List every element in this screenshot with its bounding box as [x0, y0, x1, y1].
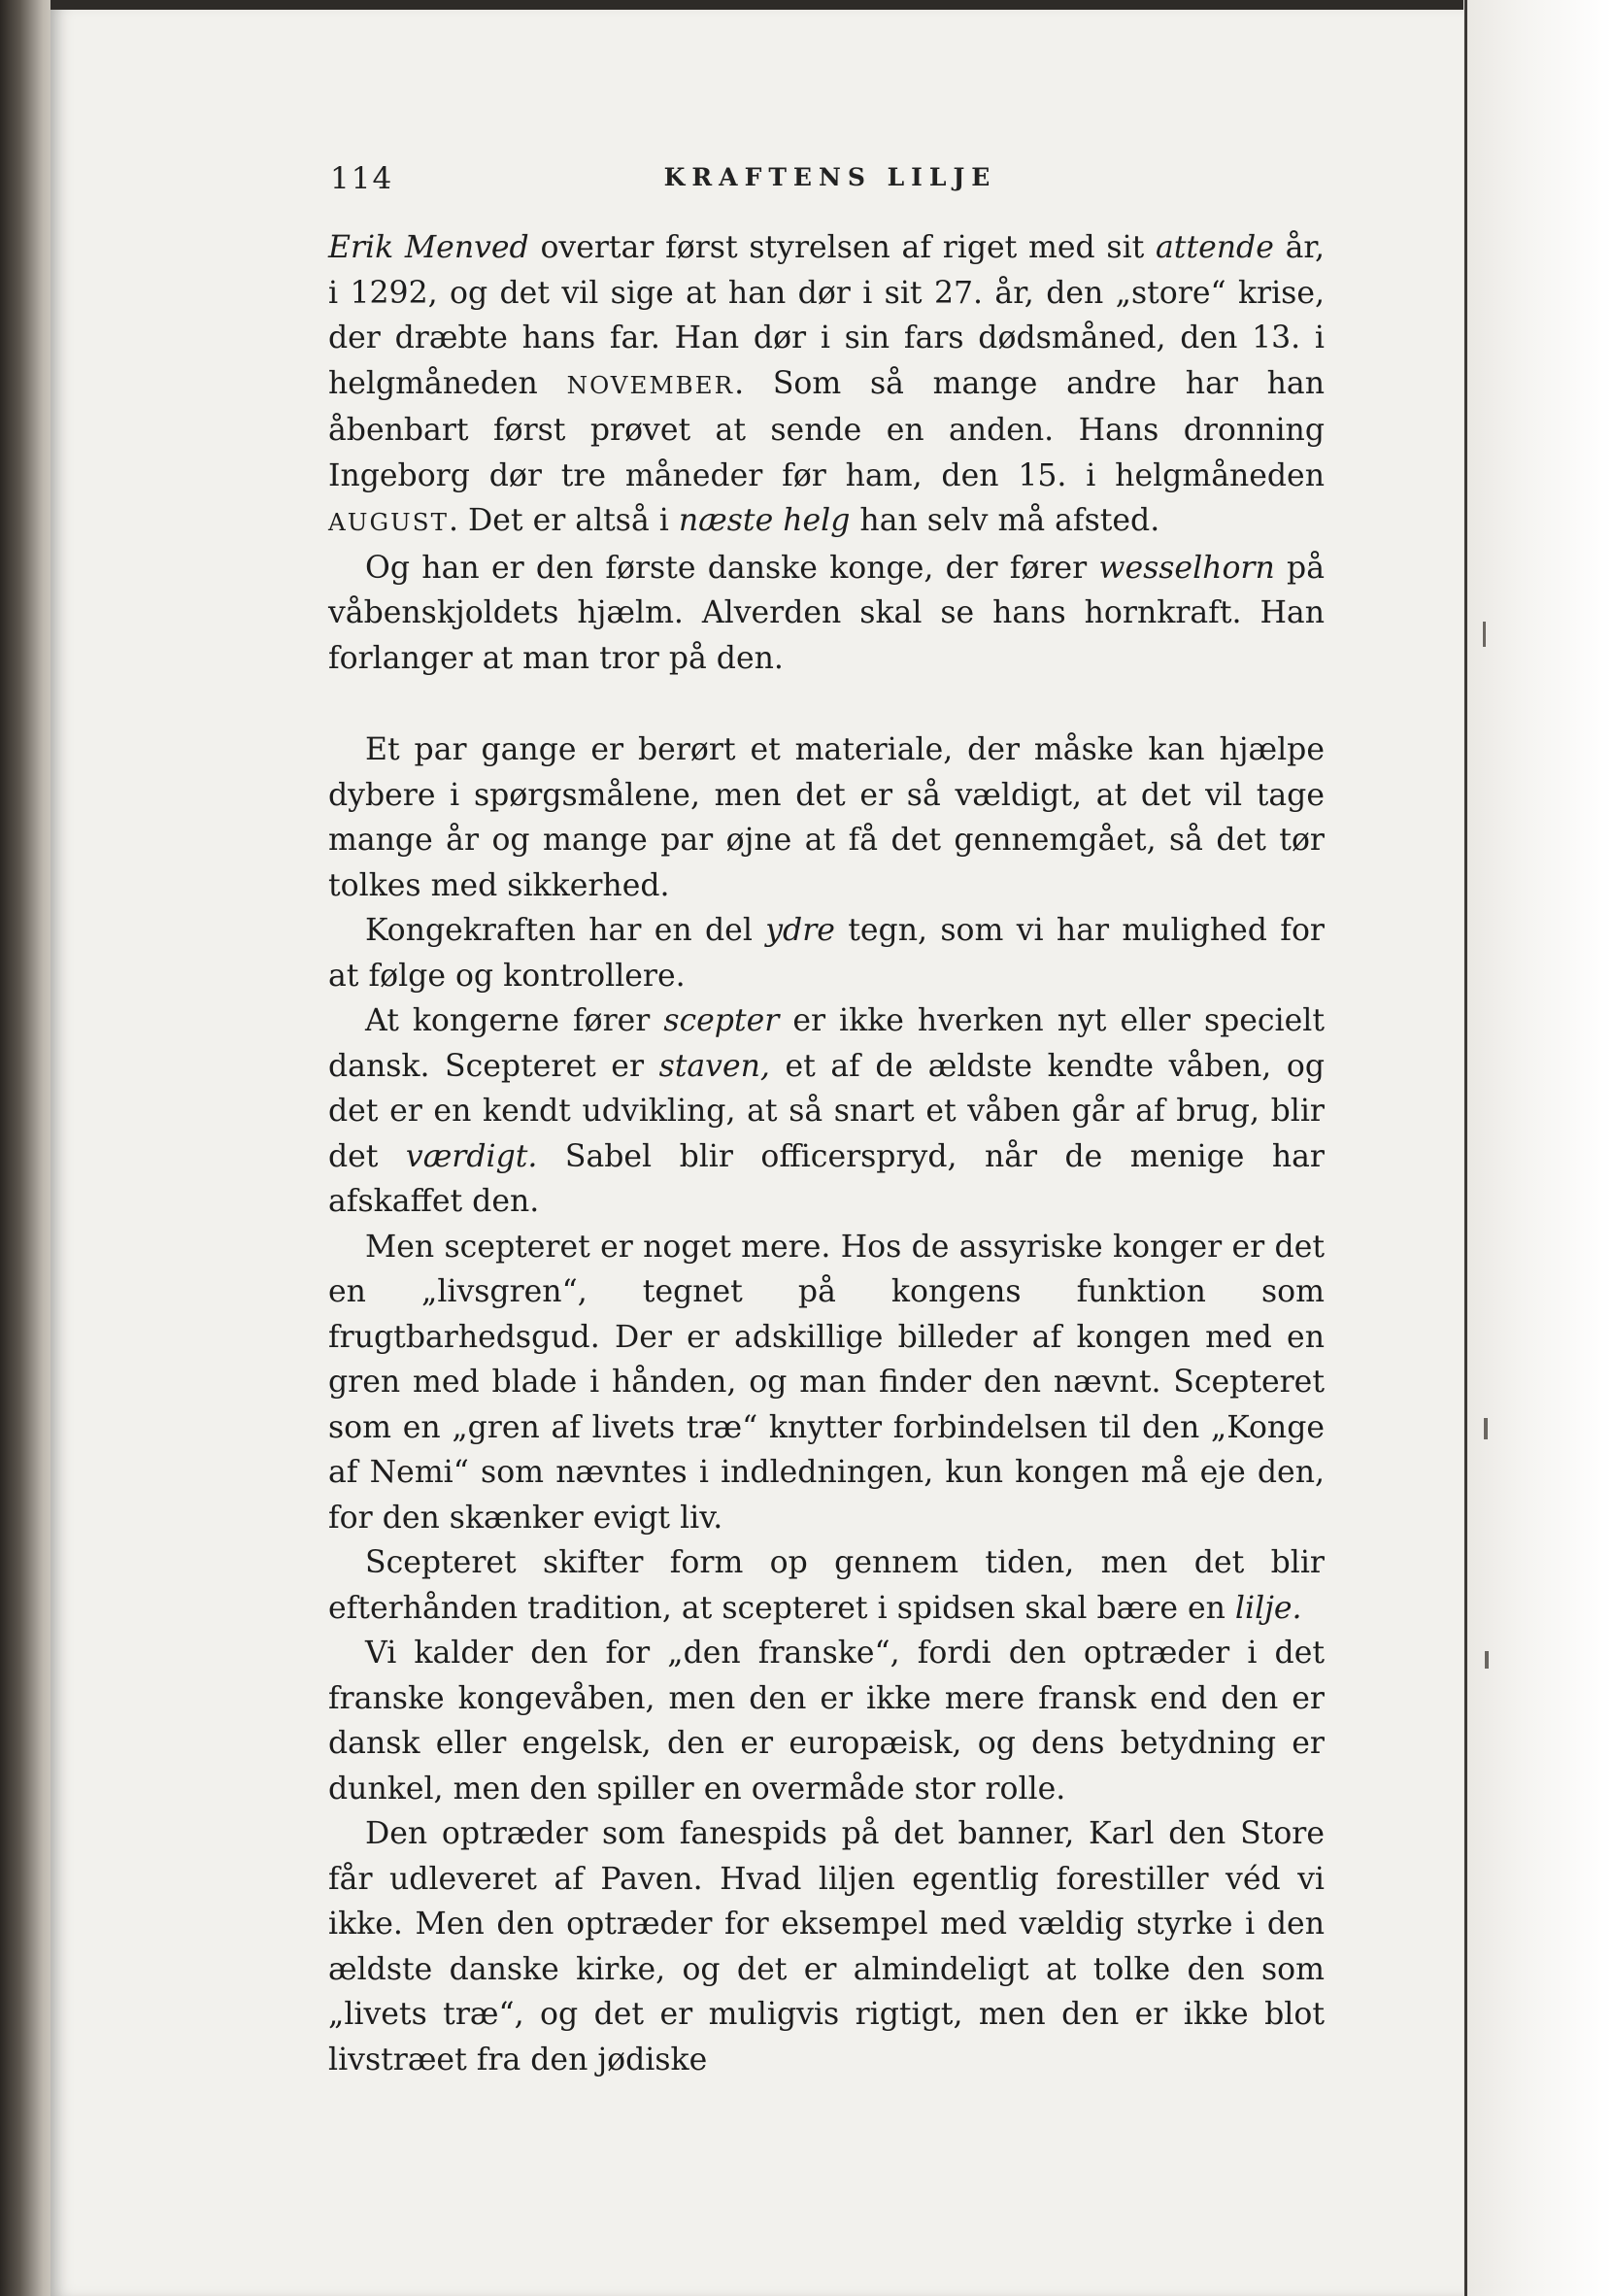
paragraph-5 — [328, 998, 1325, 1225]
text-run: han selv må afsted. — [850, 503, 1160, 538]
italic-word: ydre — [765, 913, 835, 948]
page-edge-line — [1464, 0, 1467, 2296]
italic-word: attende — [1156, 230, 1274, 265]
text-run: At kongerne fører — [365, 1003, 664, 1038]
text-run: Scepteret skifter form op gennem tiden, men det blir efterhånden tradition, at scepteret i spidsen skal bære en — [328, 1545, 1325, 1626]
scan-speck — [1485, 1651, 1489, 1669]
italic-word: scepter — [663, 1003, 780, 1038]
text-run: år, i 1292, og det vil sige at han dør i sit 27. år, den „store“ krise, der dræbte hans far. Han dør i sin fars dødsmåned, den 13. i helgmåneden — [328, 230, 1325, 401]
page-number: 114 — [330, 161, 394, 196]
scan-speck — [1483, 622, 1486, 647]
paragraph-4 — [328, 908, 1325, 998]
paragraph-6 — [328, 1225, 1325, 1541]
text-run: Den optræder som fanespids på det banner, Karl den Store får udleveret af Paven. Hvad liljen egentlig forestiller véd vi ikke. Men den optræder for eksempel med vældig styrke i den ældste danske kirke, og det er almindeligt at tolke den som „livets træ“, og det er muligvis rigtigt, men den er ikke blot livstræet fra den jødiske — [328, 1816, 1325, 2077]
body-text — [328, 225, 1325, 2082]
text-run: på våbenskjoldets hjælm. Alverden skal se hans hornkraft. Han forlanger at man tror på den. — [328, 550, 1325, 676]
section-gap — [328, 681, 1325, 727]
text-run: Men scepteret er noget mere. Hos de assyriske konger er det en „livsgren“, tegnet på kongens funktion som frugtbarhedsgud. Der er adskillige billeder af kongen med en gren med blade i hånden, og man finder den nævnt. Scepteret som en „gren af livets træ“ knytter forbindelsen til den „Konge af Nemi“ som nævntes i indledningen, kun kongen må eje den, for den skænker evigt liv. — [328, 1229, 1325, 1536]
text-run: . Det er altså i — [448, 503, 679, 538]
text-run: Kongekraften har en del — [365, 913, 766, 948]
text-run: overtar først styrelsen af riget med sit — [528, 230, 1157, 265]
page-header — [330, 161, 1330, 204]
paragraph-9 — [328, 1811, 1325, 2082]
paragraph-8 — [328, 1631, 1325, 1811]
text-run: et af de ældste kendte våben, og det er en kendt udvikling, at så snart et våben går af brug, blir det — [328, 1048, 1326, 1174]
italic-name: Erik Menved — [328, 230, 529, 265]
small-caps-month: AUGUST — [328, 508, 449, 536]
paragraph-2 — [328, 546, 1325, 682]
text-run: . Som så mange andre har han åbenbart først prøvet at sende en anden. Hans dronning Ingeborg dør tre måneder før ham, den 15. i helgmåneden — [328, 365, 1325, 493]
text-run: er ikke hverken nyt eller specielt dansk. Scepteret er — [328, 1003, 1326, 1084]
scan-speck — [1484, 1418, 1488, 1439]
top-shadow — [50, 0, 1463, 10]
running-title: KRAFTENS LILJE — [663, 163, 997, 191]
italic-word: værdigt. — [405, 1138, 538, 1174]
italic-word: wesselhorn — [1098, 550, 1275, 586]
italic-word: staven, — [658, 1048, 770, 1084]
text-run: Et par gange er berørt et materiale, der måske kan hjælpe dybere i spørgsmålene, men det er så vældigt, at det vil tage mange år og mange par øjne at få det gennemgået, så det tør tolkes med sikkerhed. — [328, 732, 1325, 903]
small-caps-month: NOVEMBER — [566, 370, 735, 399]
paragraph-7 — [328, 1540, 1325, 1631]
text-run: tegn, som vi har mulighed for at følge og kontrollere. — [328, 913, 1325, 994]
scan-background — [1463, 0, 1612, 2296]
text-run: Og han er den første danske konge, der fører — [365, 550, 1099, 586]
text-run: Vi kalder den for „den franske“, fordi den optræder i det franske kongevåben, men den er ikke mere fransk end den er dansk eller engelsk, den er europæisk, og dens betydning er dunkel, men den spiller en overmåde stor rolle. — [328, 1636, 1325, 1806]
text-run: Sabel blir officerspryd, når de menige har afskaffet den. — [328, 1138, 1325, 1219]
paragraph-1 — [328, 225, 1325, 546]
italic-word: lilje. — [1234, 1590, 1302, 1626]
italic-word: næste helg — [678, 503, 851, 538]
paragraph-3 — [328, 727, 1325, 908]
